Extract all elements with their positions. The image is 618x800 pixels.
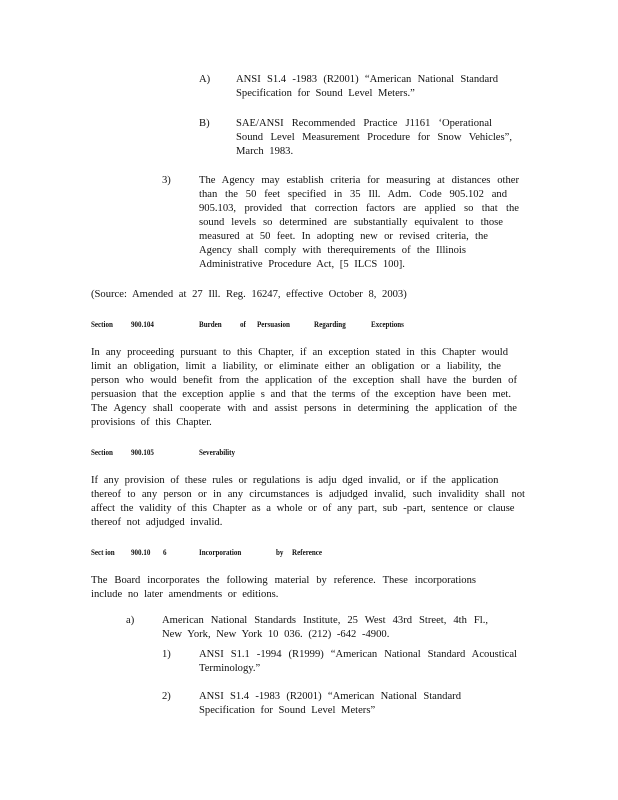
heading-title-word: Exceptions xyxy=(371,319,404,329)
item-a-text xyxy=(162,614,488,642)
text-line: The Agency shall cooperate with and assist persons in determining the application of the xyxy=(91,403,517,414)
heading-number: 900.105 xyxy=(131,447,154,457)
text-line: The Agency may establish criteria for measuring at distances other xyxy=(199,175,519,186)
heading-number-suffix: 6 xyxy=(163,547,167,557)
text-line: sound levels so determined are substantially equivalent to those xyxy=(199,217,503,228)
text-line: ANSI S1.4 -1983 (R2001) “American National Standard xyxy=(199,691,461,702)
text-line: The Board incorporates the following material by reference. These incorporations xyxy=(91,575,476,586)
section-900-106-body xyxy=(91,574,481,602)
item-3-text xyxy=(199,174,519,272)
heading-word-section: Sect ion xyxy=(91,547,115,557)
text-line: (Source: Amended at 27 Ill. Reg. 16247, effective October 8, 2003) xyxy=(91,289,407,300)
heading-number: 900.10 xyxy=(131,547,151,557)
heading-title-word: Incorporation xyxy=(199,547,242,557)
heading-title-word: of xyxy=(240,319,246,329)
text-line: person who would benefit from the application of the exception shall have the burden of xyxy=(91,375,517,386)
heading-title-word: Reference xyxy=(292,547,322,557)
heading-number: 900.104 xyxy=(131,319,154,329)
text-line: SAE/ANSI Recommended Practice J1161 ‘Operational xyxy=(236,118,492,129)
text-line: ANSI S1.1 -1994 (R1999) “American National Standard Acoustical xyxy=(199,649,517,660)
text-line: thereof not adjudged invalid. xyxy=(91,517,223,528)
text-line: affect the validity of this Chapter as a whole or of any part, sub -part, sentence or clause xyxy=(91,503,515,514)
text-line: measured at 50 feet. In adopting new or revised criteria, the xyxy=(199,231,488,242)
text-line: Terminology.” xyxy=(199,663,261,674)
text-line: Agency shall comply with therequirements of the Illinois xyxy=(199,245,466,256)
text-line: 905.103, provided that correction factors are applied so that the xyxy=(199,203,519,214)
item-a-label: a) xyxy=(126,615,135,626)
item-1-label: 1) xyxy=(162,649,171,660)
item-3-label: 3) xyxy=(162,175,171,186)
heading-title-word: Persuasion xyxy=(257,319,290,329)
text-line: Specification for Sound Level Meters” xyxy=(199,705,376,716)
item-1-text xyxy=(199,648,517,676)
heading-word-section: Section xyxy=(91,447,113,457)
text-line: American National Standards Institute, 25 West 43rd Street, 4th Fl., xyxy=(162,615,488,626)
text-line: New York, New York 10 036. (212) -642 -4900. xyxy=(162,629,390,640)
item-A-label: A) xyxy=(199,74,211,85)
text-line: provisions of this Chapter. xyxy=(91,417,212,428)
heading-title-word: Burden xyxy=(199,319,222,329)
item-B-text xyxy=(236,117,512,159)
text-line: March 1983. xyxy=(236,146,294,157)
item-B-label: B) xyxy=(199,118,210,129)
heading-title-word: Regarding xyxy=(314,319,346,329)
heading-title-word: by xyxy=(276,547,284,557)
text-line: If any provision of these rules or regulations is adju dged invalid, or if the application xyxy=(91,475,499,486)
heading-title: Severability xyxy=(199,447,236,457)
text-line: include no later amendments or editions. xyxy=(91,589,279,600)
text-line: than the 50 feet specified in 35 Ill. Adm. Code 905.102 and xyxy=(199,189,507,200)
item-2-label: 2) xyxy=(162,691,171,702)
text-line: Specification for Sound Level Meters.” xyxy=(236,88,415,99)
source-note xyxy=(91,288,407,302)
heading-word-section: Section xyxy=(91,319,113,329)
text-line: ANSI S1.4 -1983 (R2001) “American National Standard xyxy=(236,74,498,85)
text-line: In any proceeding pursuant to this Chapter, if an exception stated in this Chapter would xyxy=(91,347,508,358)
text-line: Administrative Procedure Act, [5 ILCS 100]. xyxy=(199,259,405,270)
section-900-105-body xyxy=(91,474,525,530)
section-900-104-body xyxy=(91,346,517,430)
text-line: thereof to any person or in any circumstances is adjudged invalid, such invalidity shall not xyxy=(91,489,525,500)
text-line: Sound Level Measurement Procedure for Snow Vehicles”, xyxy=(236,132,512,143)
text-line: persuasion that the exception applie s and that the terms of the exception have been met. xyxy=(91,389,511,400)
item-A-text xyxy=(236,73,498,101)
text-line: limit an obligation, limit a liability, or eliminate either an obligation or a liability, the xyxy=(91,361,501,372)
item-2-text xyxy=(199,690,461,718)
